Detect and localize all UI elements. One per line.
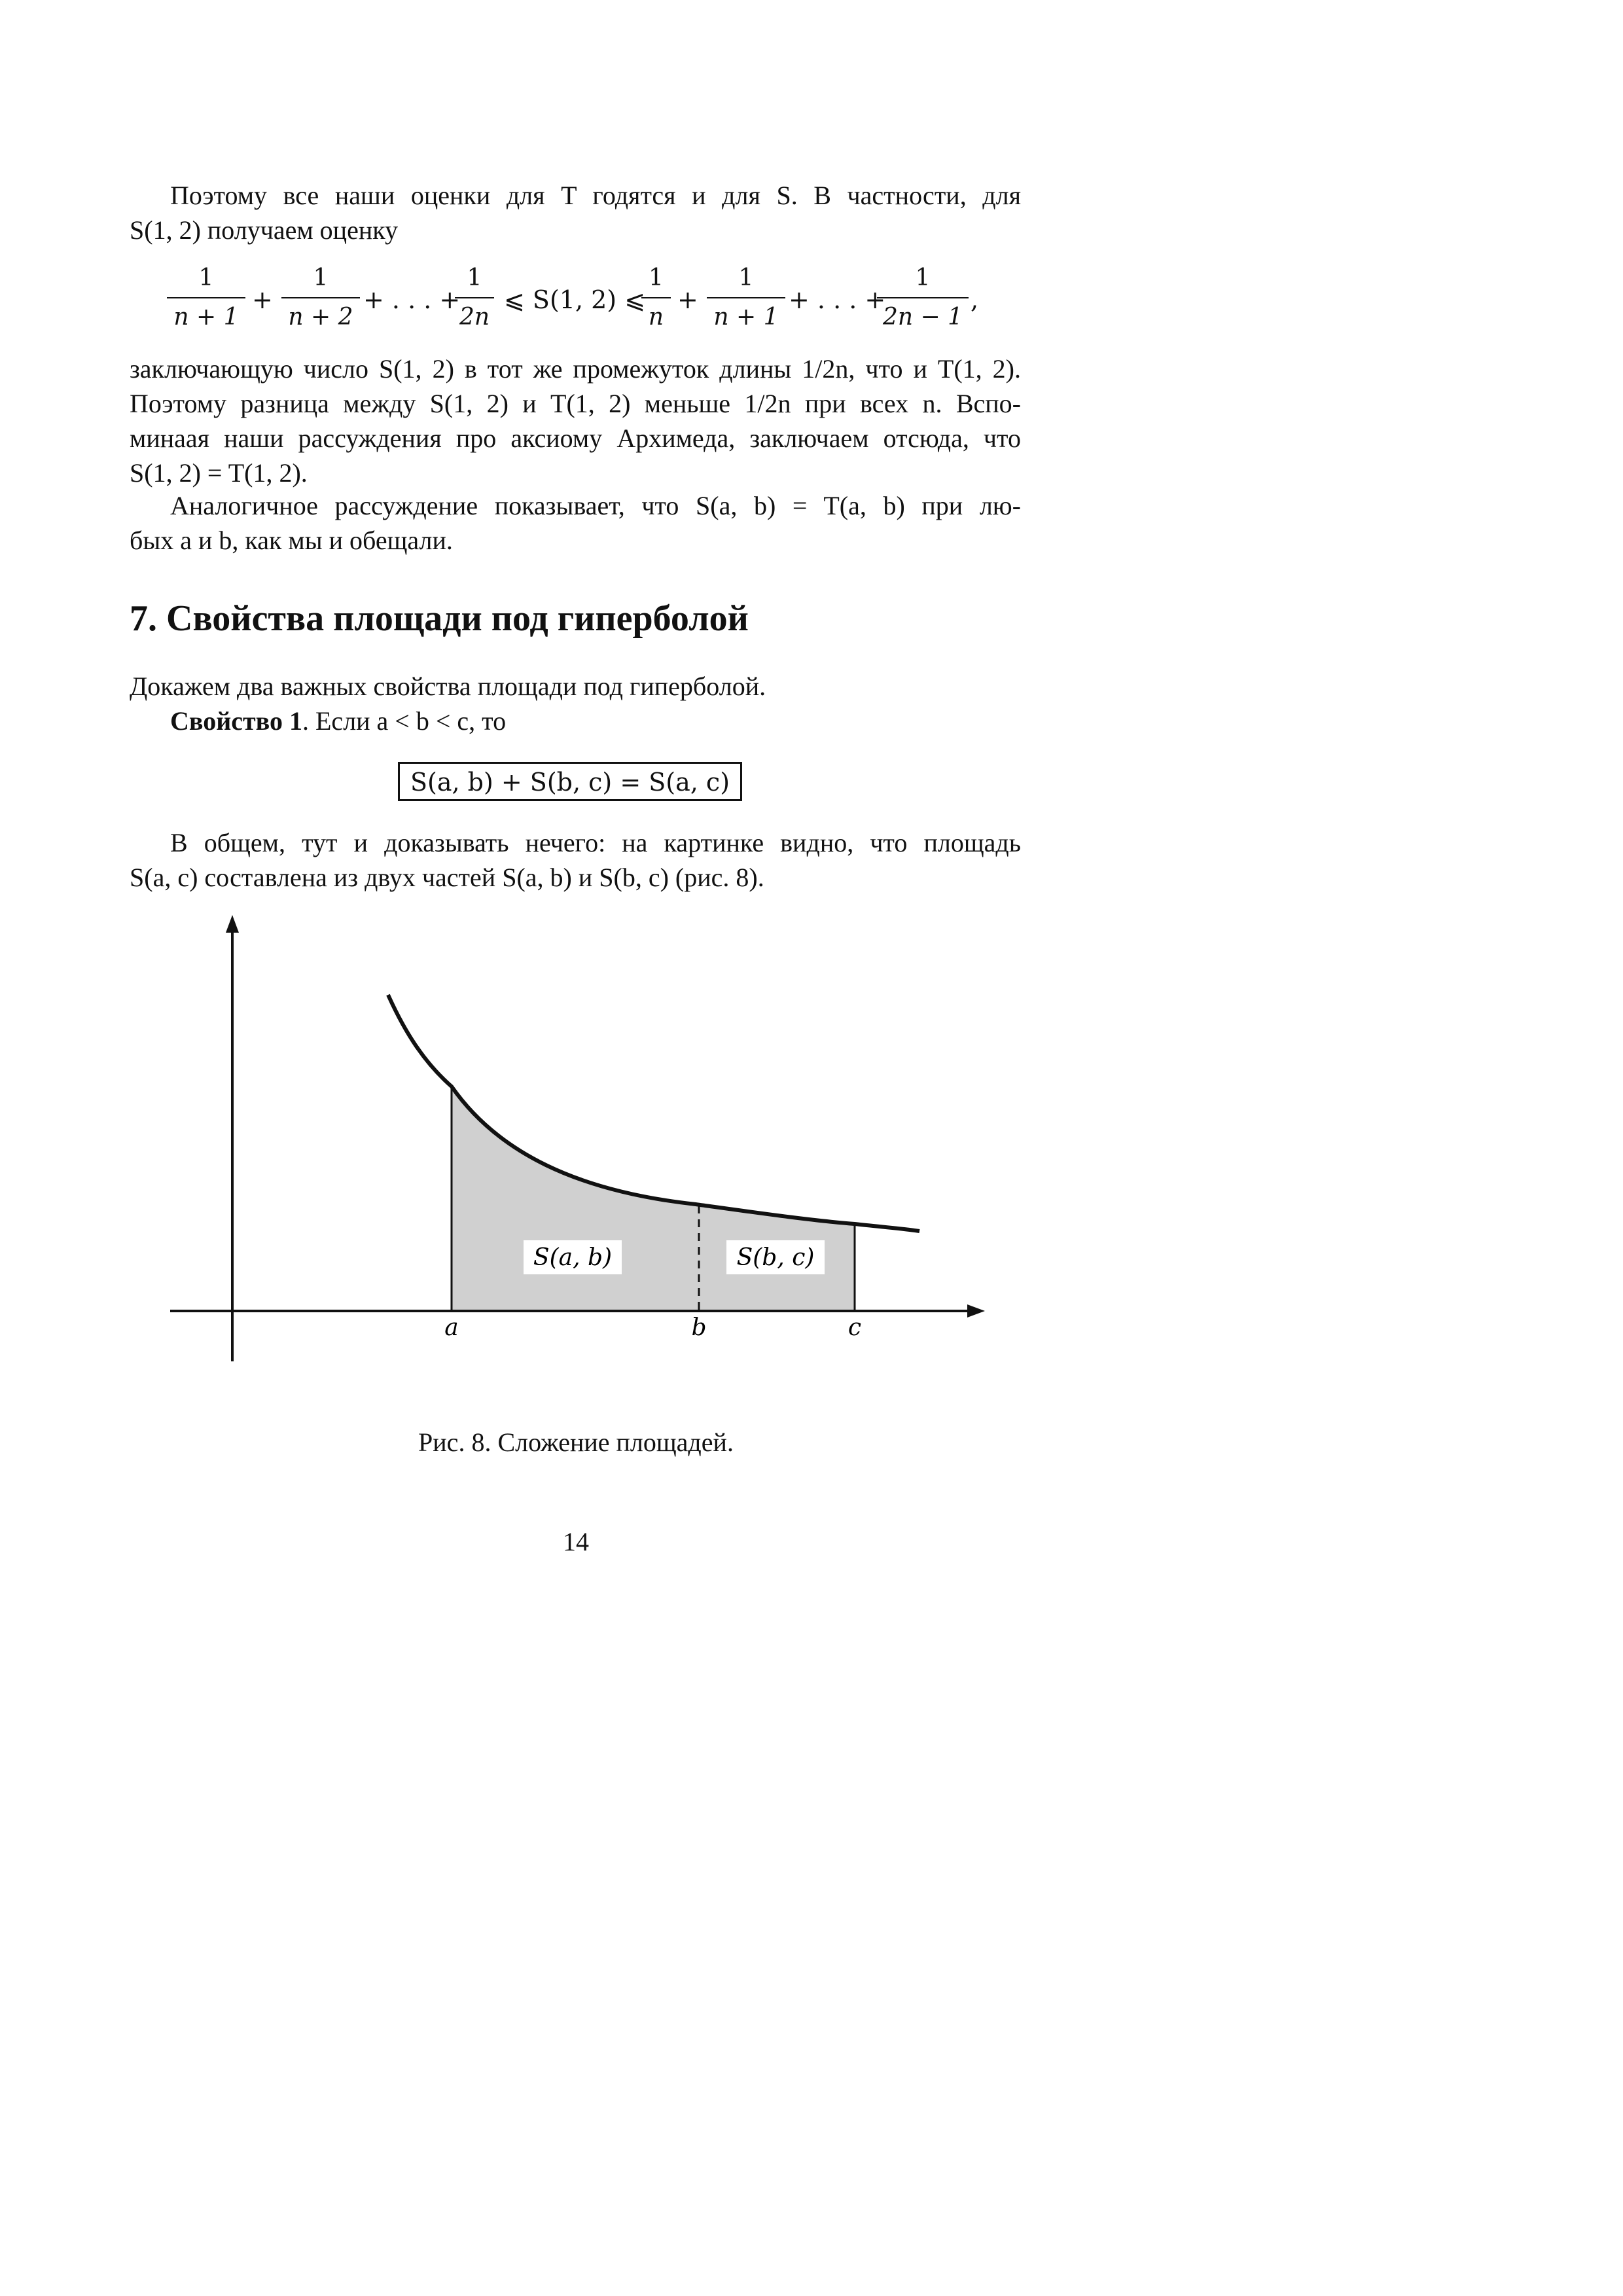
dots-right: + . . . + [789, 285, 886, 314]
inequality-comma: , [971, 285, 979, 314]
property-line [170, 704, 506, 738]
para2-line2: Поэтому разница между S(1, 2) и T(1, 2) меньше 1/2n при всех n. Вспо- [130, 389, 1021, 418]
para3-line2: бых a и b, как мы и обещали. [130, 526, 453, 555]
tick-label-c: c [847, 1314, 862, 1341]
figure-hyperbola [0, 903, 1623, 1361]
figure-caption: Рис. 8. Сложение площадей. [418, 1427, 734, 1457]
para2-line1: заключающую число S(1, 2) в тот же промежуток длины 1/2n, что и T(1, 2). [130, 354, 1021, 384]
para1-line1: Поэтому все наши оценки для T годятся и для S. В частности, для [170, 181, 1021, 210]
fraction-left-3: 1 2n [455, 263, 494, 332]
property-text: . Если a < b < c, то [302, 706, 507, 736]
fraction-right-2: 1 n + 1 [707, 263, 785, 332]
label-bc: S(b, c) [736, 1244, 815, 1271]
para2-line3: минаая наши рассуждения про аксиому Архимеда, заключаем отсюда, что [130, 423, 1021, 453]
dots-left: + . . . + [363, 285, 461, 314]
property-label: Свойство 1 [170, 706, 302, 736]
para3-line1: Аналогичное рассуждение показывает, что S(a, b) = T(a, b) при лю- [170, 491, 1021, 520]
inequality [167, 263, 1018, 342]
inequality-middle: ⩽ S(1, 2) ⩽ [504, 285, 646, 314]
fraction-right-1: 1 n [641, 263, 671, 332]
fraction-right-3: 1 2n − 1 [877, 263, 969, 332]
para5-line2: S(a, c) составлена из двух частей S(a, b) и S(b, c) (рис. 8). [130, 863, 764, 892]
fraction-left-2: 1 n + 2 [281, 263, 360, 332]
para2-line4: S(1, 2) = T(1, 2). [130, 458, 308, 488]
page-number: 14 [563, 1527, 589, 1556]
section-heading: 7. Свойства площади под гиперболой [130, 598, 749, 639]
label-ab: S(a, b) [533, 1244, 613, 1271]
fraction-left-1: 1 n + 1 [167, 263, 245, 332]
plus-sign: + [252, 285, 273, 314]
para1-line2: S(1, 2) получаем оценку [130, 215, 399, 245]
boxed-formula: S(a, b) + S(b, c) = S(a, c) [398, 762, 742, 801]
tick-label-b: b [691, 1314, 707, 1341]
tick-label-a: a [444, 1314, 459, 1341]
plus-sign-right: + [677, 285, 698, 314]
para5-line1: В общем, тут и доказывать нечего: на картинке видно, что площадь [170, 828, 1021, 857]
y-axis-arrow [226, 915, 239, 933]
para4-line1: Докажем два важных свойства площади под гиперболой. [130, 672, 766, 701]
x-axis-arrow [967, 1304, 985, 1318]
